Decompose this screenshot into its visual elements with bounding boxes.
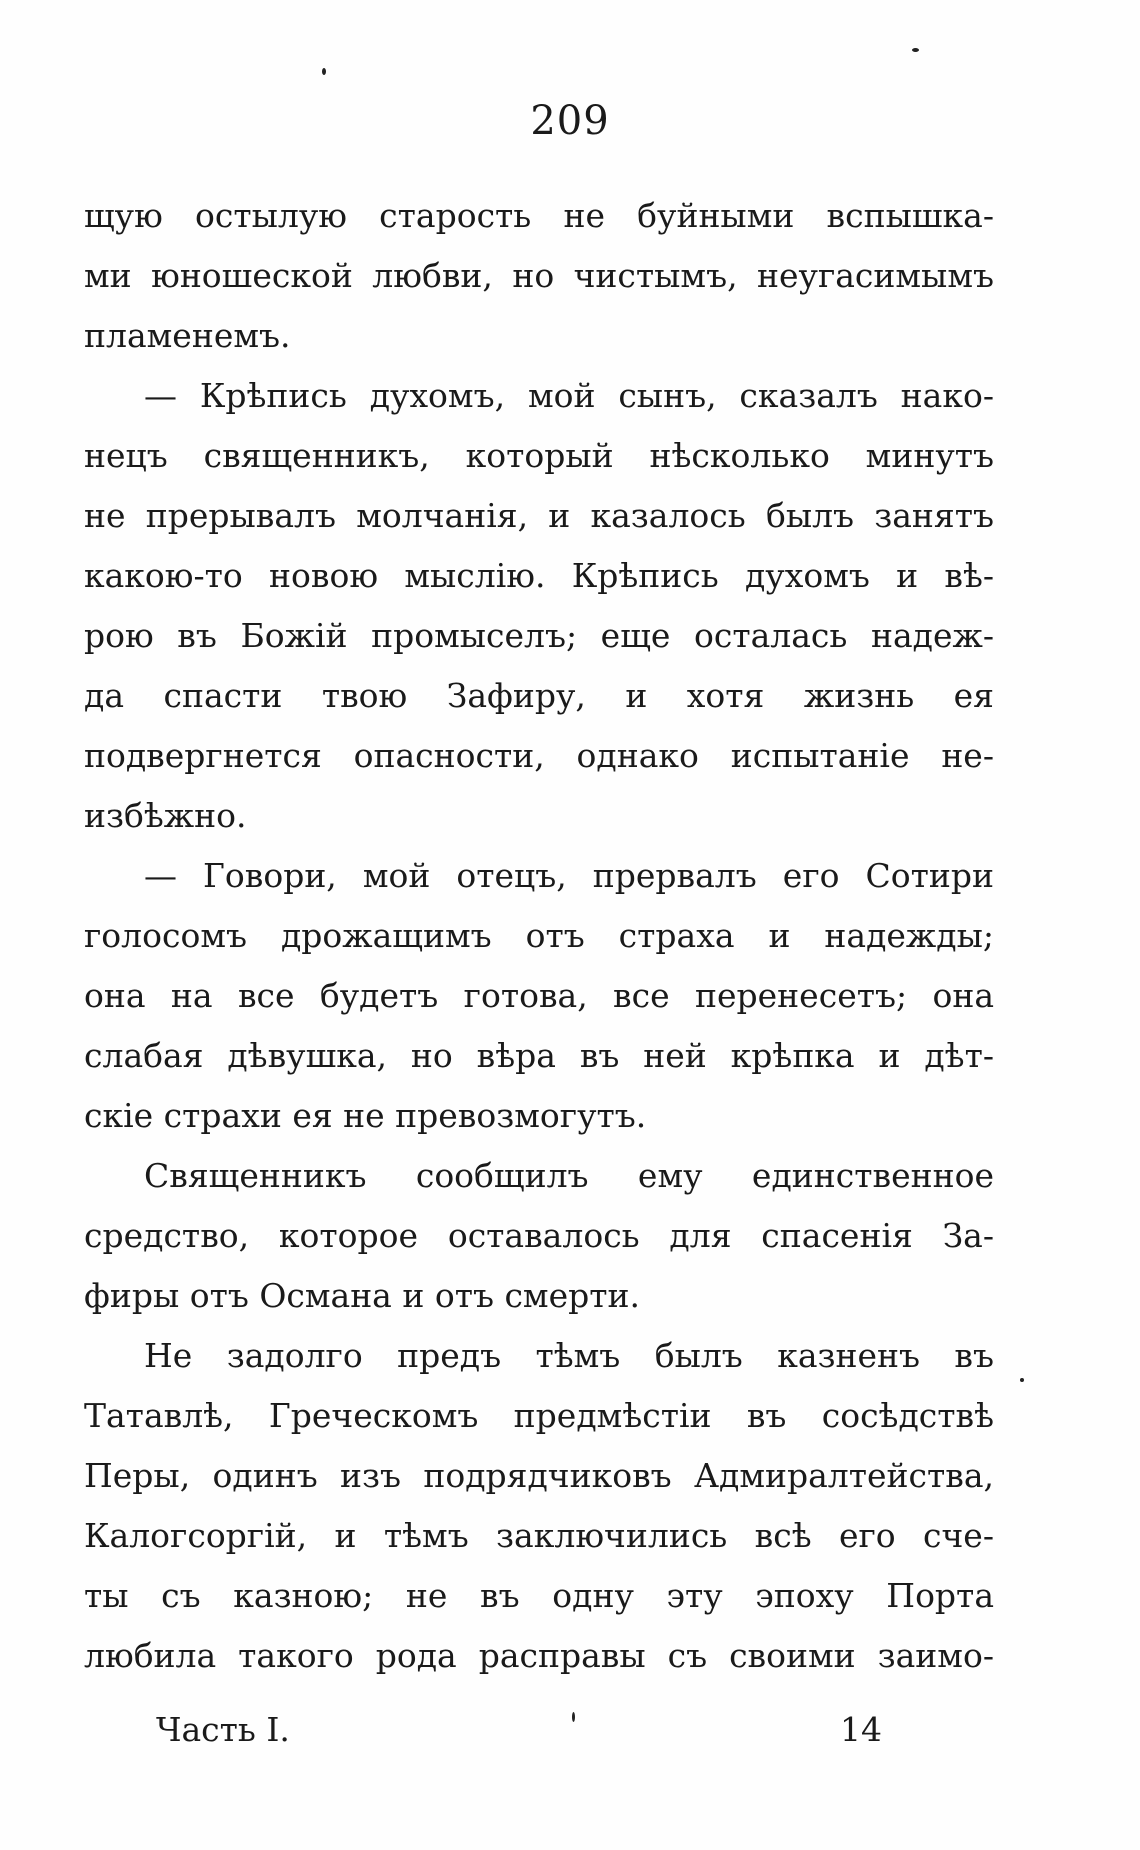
text-line: скіе страхи ея не превозмогутъ.: [84, 1096, 647, 1135]
text-line: да спасти твою Зафиру, и хотя жизнь ея: [84, 676, 994, 715]
ink-speck: [912, 48, 919, 52]
text-line: фиры отъ Османа и отъ смерти.: [84, 1276, 640, 1315]
part-label: Часть I.: [156, 1710, 290, 1749]
page-number: 209: [530, 98, 610, 144]
body-text: [84, 186, 994, 1686]
text-line: подвергнется опасности, однако испытаніе не-: [84, 736, 994, 775]
text-line: — Говори, мой отецъ, прервалъ его Сотири: [144, 856, 994, 895]
text-line: щую остылую старость не буйными вспышка-: [84, 196, 994, 235]
text-line: Не задолго предъ тѣмъ былъ казненъ въ: [144, 1336, 994, 1375]
text-line: средство, которое оставалось для спасенія За-: [84, 1216, 994, 1255]
page-footer: [0, 1700, 1140, 1760]
text-line: Татавлѣ, Греческомъ предмѣстіи въ сосѣдствѣ: [84, 1396, 994, 1435]
text-line: рою въ Божій промыселъ; еще осталась надеж-: [84, 616, 994, 655]
text-line: любила такого рода расправы съ своими заимо-: [84, 1636, 994, 1675]
text-line: слабая дѣвушка, но вѣра въ ней крѣпка и дѣт-: [84, 1036, 994, 1075]
text-line: ми юношеской любви, но чистымъ, неугасимымъ: [84, 256, 994, 295]
text-line: — Крѣпись духомъ, мой сынъ, сказалъ нако-: [144, 376, 994, 415]
text-line: нецъ священникъ, который нѣсколько минутъ: [84, 436, 994, 475]
text-line: Калогсоргій, и тѣмъ заключились всѣ его сче-: [84, 1516, 994, 1555]
signature-mark: 14: [840, 1710, 882, 1749]
text-line: пламенемъ.: [84, 316, 291, 355]
ink-speck: [1020, 1378, 1024, 1382]
text-line: не прерывалъ молчанія, и казалось былъ занятъ: [84, 496, 994, 535]
text-line: ты съ казною; не въ одну эту эпоху Порта: [84, 1576, 994, 1615]
text-line: она на все будетъ готова, все перенесетъ; она: [84, 976, 994, 1015]
text-line: избѣжно.: [84, 796, 247, 835]
text-line: голосомъ дрожащимъ отъ страха и надежды;: [84, 916, 994, 955]
text-line: Перы, одинъ изъ подрядчиковъ Адмиралтейства,: [84, 1456, 994, 1495]
text-line: Священникъ сообщилъ ему единственное: [144, 1156, 994, 1195]
text-line: какою-то новою мыслію. Крѣпись духомъ и вѣ-: [84, 556, 994, 595]
ink-speck: [322, 68, 326, 75]
